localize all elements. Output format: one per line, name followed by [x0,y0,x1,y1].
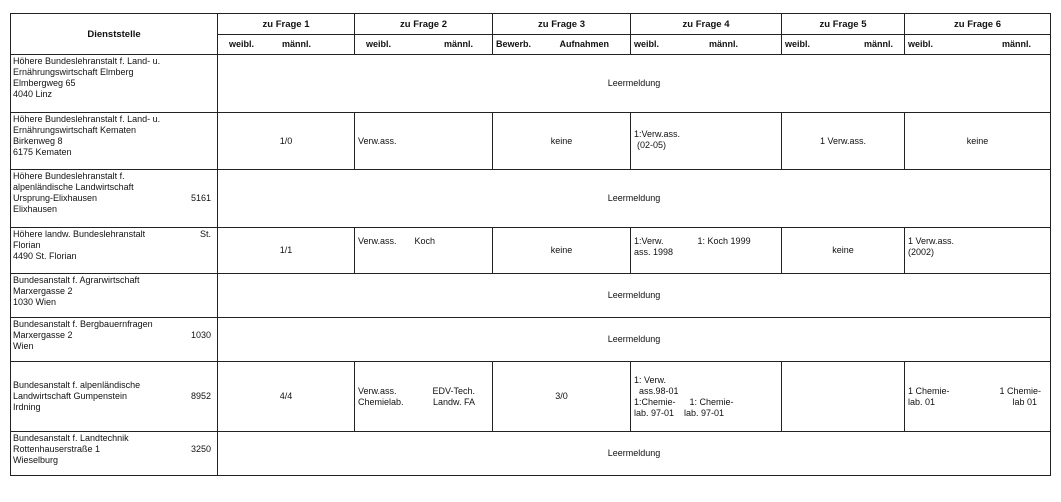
dienststelle-line [13,330,215,341]
cell-text: EDV-Tech. [432,385,475,396]
cell-line: 1 Verw.ass. [908,236,955,246]
dienststelle-line: 1030 Wien [13,297,57,307]
frage-5-cell [782,362,905,432]
header-frage-1: zu Frage 1 [218,14,355,35]
table-row [11,274,1051,318]
dienststelle-line: Bundesanstalt f. Agrarwirtschaft [13,275,140,285]
cell-text: 1:Verw. [634,236,664,246]
sub-weibl: weibl. [785,39,811,49]
frage-6-cell [905,228,1051,274]
dienststelle-plz: 8952 [190,391,211,401]
cell-text: Verw.ass. [358,236,397,246]
leermeldung-cell: Leermeldung [218,432,1051,476]
dienststelle-line: Ernährungswirtschaft Elmberg [13,67,134,77]
dienststelle-line: Wien [13,341,34,351]
table-row [11,318,1051,362]
leermeldung-cell: Leermeldung [218,55,1051,113]
cell-text: 1: Chemie- [689,396,734,407]
sub-weibl: weibl. [634,39,660,49]
dienststelle-line: Florian [13,240,41,250]
dienststelle-line: Birkenweg 8 [13,136,63,146]
dienststelle-line: Irdning [13,402,41,412]
sub-frage-4 [631,35,782,55]
sub-maennl: männl. [443,39,473,49]
cell-line: (2002) [908,247,935,257]
cell-text: 1 Chemie- [908,385,950,396]
dienststelle-cell [11,432,218,476]
dienststelle-line [13,193,215,204]
cell-line: 1:Verw.ass. [634,129,681,139]
document [10,13,1050,476]
frage-3-cell: keine [493,228,631,274]
table-row [11,362,1051,432]
dienststelle-plz: 3250 [190,444,211,454]
sub-frage-3 [493,35,631,55]
sub-aufnahmen: Aufnahmen [559,39,609,49]
frage-5-cell: 1 Verw.ass. [782,113,905,170]
header-frage-6: zu Frage 6 [905,14,1051,35]
cell-text: 1: Koch 1999 [697,236,751,246]
sub-frage-1 [218,35,355,55]
dienststelle-cell [11,318,218,362]
frage-4-cell [631,362,782,432]
cell-text: 1:Chemie- [634,396,676,407]
cell-text: Landw. FA [432,396,475,407]
cell-text: lab. 97-01 [684,407,725,418]
cell-text: 1 Chemie- [999,385,1041,396]
dienststelle-line: Elmbergweg 65 [13,78,76,88]
sub-maennl: männl. [863,39,893,49]
sub-frage-6 [905,35,1051,55]
dienststelle-line [13,229,215,240]
dienststelle-line: Bundesanstalt f. Landtechnik [13,433,129,443]
leermeldung-cell: Leermeldung [218,170,1051,228]
dienststelle-text: Rottenhauserstraße 1 [13,444,101,454]
header-row [11,14,1051,35]
frage-5-cell: keine [782,228,905,274]
survey-table [10,13,1051,476]
dienststelle-text: St. [199,229,211,239]
dienststelle-text: Ursprung-Elixhausen [13,193,98,203]
cell-text: lab. 01 [908,396,936,407]
sub-weibl: weibl. [366,39,392,49]
table-row [11,432,1051,476]
dienststelle-line: Ernährungswirtschaft Kematen [13,125,137,135]
dienststelle-line [13,444,215,455]
cell-text: Verw.ass. [358,385,397,396]
frage-4-cell [631,113,782,170]
frage-3-cell: keine [493,113,631,170]
dienststelle-line: alpenländische Landwirtschaft [13,182,134,192]
dienststelle-line: Wieselburg [13,455,59,465]
frage-6-cell: keine [905,113,1051,170]
dienststelle-cell [11,55,218,113]
dienststelle-line: Bundesanstalt f. alpenländische [13,380,141,390]
frage-1-cell: 1/0 [218,113,355,170]
frage-2-cell [355,362,493,432]
sub-bewerb: Bewerb. [496,39,532,49]
dienststelle-cell [11,228,218,274]
frage-1-cell: 1/1 [218,228,355,274]
frage-2-cell: Verw.ass. [355,113,493,170]
dienststelle-line: Elixhausen [13,204,58,214]
frage-2-cell [355,228,493,274]
dienststelle-text: Marxergasse 2 [13,330,73,340]
dienststelle-cell [11,170,218,228]
header-dienststelle: Dienststelle [11,14,218,55]
header-frage-5: zu Frage 5 [782,14,905,35]
dienststelle-line: Marxergasse 2 [13,286,73,296]
header-frage-2: zu Frage 2 [355,14,493,35]
dienststelle-plz: 1030 [190,330,211,340]
table-row [11,170,1051,228]
cell-text: Koch [414,236,436,246]
frage-1-cell: 4/4 [218,362,355,432]
leermeldung-cell: Leermeldung [218,274,1051,318]
frage-6-cell [905,362,1051,432]
dienststelle-line: Bundesanstalt f. Bergbauernfragen [13,319,153,329]
sub-frage-2 [355,35,493,55]
dienststelle-text: Landwirtschaft Gumpenstein [13,391,128,401]
frage-3-cell: 3/0 [493,362,631,432]
header-frage-4: zu Frage 4 [631,14,782,35]
dienststelle-plz: 5161 [190,193,211,203]
sub-frage-5 [782,35,905,55]
dienststelle-line [13,391,215,402]
dienststelle-line: 4040 Linz [13,89,53,99]
cell-line: (02-05) [637,140,667,150]
table-row [11,113,1051,170]
sub-maennl: männl. [1001,39,1031,49]
dienststelle-line: Höhere Bundeslehranstalt f. Land- u. [13,56,161,66]
cell-line: ass.98-01 [639,385,679,396]
cell-text: lab. 97-01 [634,407,675,418]
header-frage-3: zu Frage 3 [493,14,631,35]
dienststelle-line: Höhere Bundeslehranstalt f. Land- u. [13,114,161,124]
dienststelle-text: Höhere landw. Bundeslehranstalt [13,229,146,239]
dienststelle-line: Höhere Bundeslehranstalt f. [13,171,125,181]
dienststelle-cell [11,362,218,432]
sub-weibl: weibl. [908,39,934,49]
dienststelle-cell [11,113,218,170]
leermeldung-cell: Leermeldung [218,318,1051,362]
frage-4-cell [631,228,782,274]
sub-maennl: männl. [281,39,311,49]
cell-line: 1: Verw. [634,374,667,385]
table-row [11,228,1051,274]
dienststelle-cell [11,274,218,318]
cell-text: lab 01 [1012,396,1037,407]
cell-text: Chemielab. [358,396,404,407]
dienststelle-line: 4490 St. Florian [13,251,77,261]
cell-line: ass. 1998 [634,247,674,257]
table-row [11,55,1051,113]
dienststelle-line: 6175 Kematen [13,147,72,157]
sub-maennl: männl. [708,39,738,49]
sub-weibl: weibl. [229,39,255,49]
